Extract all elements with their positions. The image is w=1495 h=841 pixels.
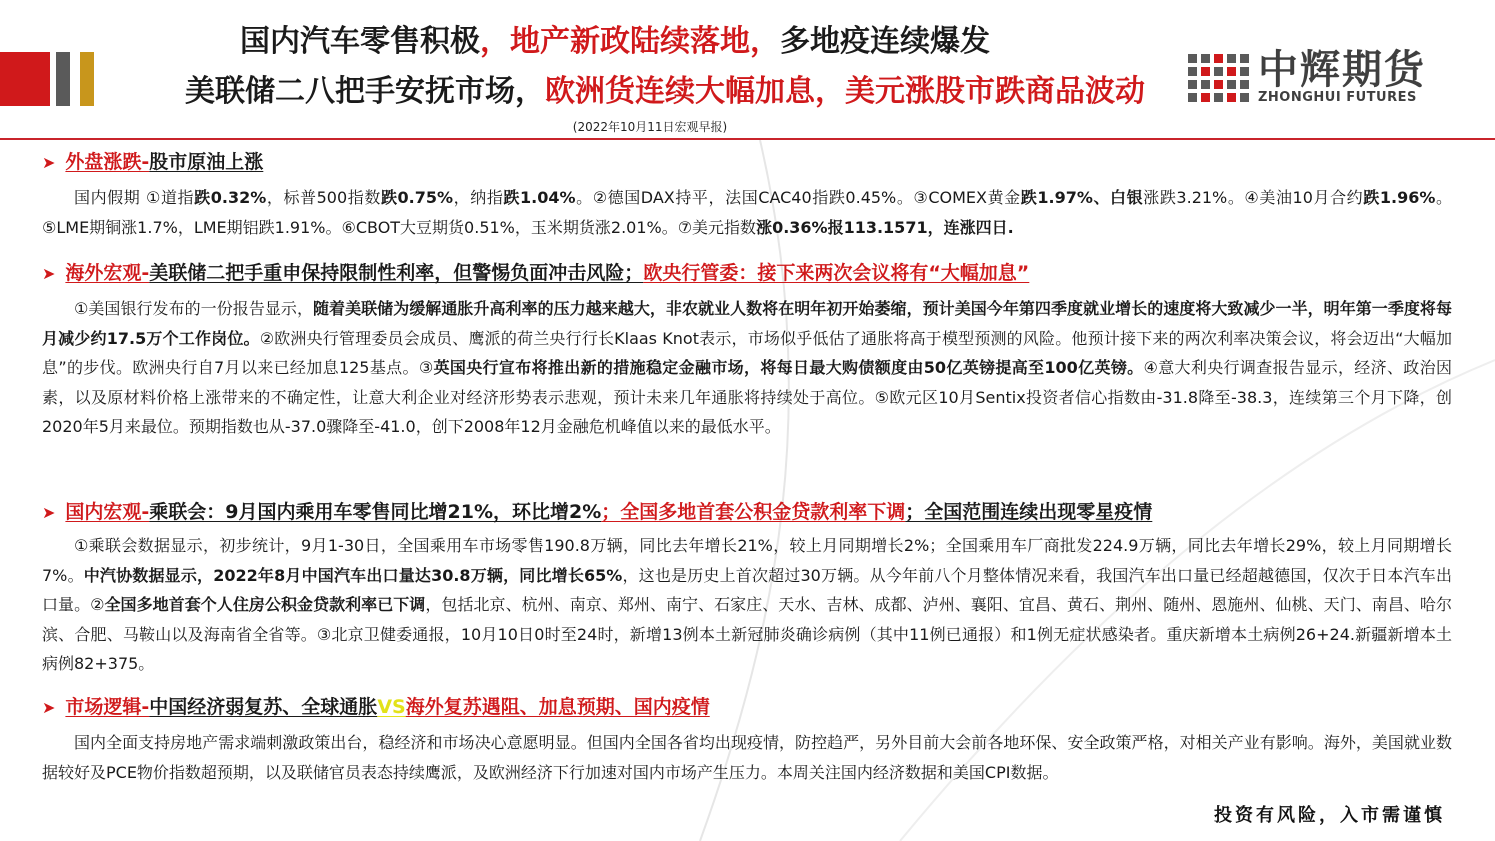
section-paragraph: ①乘联会数据显示，初步统计，9月1-30日，全国乘用车市场零售190.8万辆，同比去年增长21%，较上月同期增长2%；全国乘用车厂商批发224.9万辆，同比去年增长29%，较上月同期增长7%。中汽协数据显示，2022年8月中国汽车出口量达30.8万辆，同比增长65%，这也是历史上首次超过30万辆。从今年前八个月整体情况来看，我国汽车出口量已经超越德国，仅次于日本汽车出口量。②全国多地首套个人住房公积金贷款利率已下调，包括北京、杭州、南京、郑州、南宁、石家庄、天水、吉林、成都、泸州、襄阳、宜昌、黄石、荆州、随州、恩施州、仙桃、天门、南昌、哈尔滨、合肥、马鞍山以及海南省全省等。③北京卫健委通报，10月10日0时至24时，新增13例本土新冠肺炎确诊病例（其中11例已通报）和1例无症状感染者。重庆新增本土病例26+24.新疆新增本土病例82+375。 xyxy=(42,536,1452,673)
logo-chinese-name: 中辉期货 xyxy=(1258,47,1426,93)
section-overseas-macro xyxy=(42,259,1452,442)
section-paragraph: ①美国银行发布的一份报告显示，随着美联储为缓解通胀升高利率的压力越来越大，非农就业人数将在明年初开始萎缩，预计美国今年第四季度就业增长的速度将大致减少一半，明年第一季度将每月减少约17.5万个工作岗位。②欧洲央行管理委员会成员、鹰派的荷兰央行行长Klaas Knot表示，市场似乎低估了通胀将高于模型预测的风险。他预计接下来的两次利率决策会议，将会迈出“大幅加息”的步伐。欧洲央行自7月以来已经加息125基点。③英国央行宣布将推出新的措施稳定金融市场，将每日最大购债额度由50亿英镑提高至100亿英镑。④意大利央行调查报告显示，经济、政治因素，以及原材料价格上涨带来的不确定性，让意大利企业对经济形势表示悲观，预计未来几年通胀将持续处于高位。⑤欧元区10月Sentix投资者信心指数由-31.8降至-38.3，连续第三个月下降，创2020年5月来最位。预期指数也从-37.0骤降至-41.0，创下2008年12月金融危机峰值以来的最低水平。 xyxy=(42,299,1452,436)
headline-1-part-a: 国内汽车零售积极 xyxy=(240,24,480,59)
report-date: (2022年10月11日宏观早报) xyxy=(572,120,728,134)
company-logo xyxy=(1188,48,1448,110)
section-heading xyxy=(42,693,1452,722)
headline-1-part-c: 多地疫连续爆发 xyxy=(780,24,990,59)
heading-label-red-2: 欧央行管委：接下来两次会议将有“大幅加息” xyxy=(643,262,1030,284)
section-heading xyxy=(42,259,1452,288)
headline-2-part-b: 欧洲货连续大幅加息，美元涨股市跌商品波动 xyxy=(545,74,1145,109)
section-paragraph: 国内假期 ①道指跌0.32%，标普500指数跌0.75%，纳指跌1.04%。②德国DAX持平，法国CAC40指跌0.45%。③COMEX黄金跌1.97%、白银涨跌3.21%。④美油10月合约跌1.96%。⑤LME期铜涨1.7%，LME期铝跌1.91%。⑥CBOT大豆期货0.51%，玉米期货涨2.01%。⑦美元指数涨0.36%报113.1571，连涨四日. xyxy=(42,188,1452,237)
report-body xyxy=(0,140,1495,841)
heading-label-black: 中国经济弱复苏、全球通胀 xyxy=(149,696,378,718)
headline-1-part-b: ，地产新政陆续落地， xyxy=(480,24,780,59)
arrow-bullet-icon: ➤ xyxy=(42,503,56,522)
section-domestic-macro xyxy=(42,498,1452,679)
heading-label-black: 乘联会：9月国内乘用车零售同比增21%，环比增2% xyxy=(149,501,602,523)
decorative-bar-red xyxy=(0,52,50,106)
heading-label-black: 美联储二把手重申保持限制性利率，但警惕负面冲击风险； xyxy=(149,262,644,284)
decorative-bar-gray xyxy=(56,52,70,106)
arrow-bullet-icon: ➤ xyxy=(42,153,56,172)
section-paragraph: 国内全面支持房地产需求端刺激政策出台，稳经济和市场决心意愿明显。但国内全国各省均出现疫情，防控趋严，另外目前大会前各地环保、安全政策严格，对相关产业有影响。海外，美国就业数据较好及PCE物价指数超预期，以及联储官员表态持续鹰派，及欧洲经济下行加速对国内市场产生压力。本周关注国内经济数据和美国CPI数据。 xyxy=(42,733,1452,782)
section-heading xyxy=(42,148,1452,177)
headline-2-part-a: 美联储二八把手安抚市场， xyxy=(185,74,545,109)
section-heading xyxy=(42,498,1452,527)
heading-label-red-2: 海外复苏遇阻、加息预期、国内疫情 xyxy=(405,696,710,718)
section-overseas-markets xyxy=(42,148,1452,242)
heading-vs-label: VS xyxy=(377,696,406,718)
arrow-bullet-icon: ➤ xyxy=(42,698,56,717)
heading-label-black: 股市原油上涨 xyxy=(149,151,264,173)
logo-mark-icon xyxy=(1188,54,1250,104)
heading-label-red: 海外宏观- xyxy=(65,262,150,284)
heading-label-black-2: ；全国范围连续出现零星疫情 xyxy=(905,501,1153,523)
heading-label-red: 外盘涨跌- xyxy=(65,151,150,173)
heading-label-red: 国内宏观- xyxy=(65,501,150,523)
heading-label-red-2: ；全国多地首套公积金贷款利率下调 xyxy=(601,501,906,523)
heading-label-red: 市场逻辑- xyxy=(65,696,150,718)
headline-line-2 xyxy=(90,72,1240,112)
headline-line-1 xyxy=(90,22,1140,62)
arrow-bullet-icon: ➤ xyxy=(42,264,56,283)
logo-english-name: ZHONGHUI FUTURES xyxy=(1258,90,1417,105)
risk-disclaimer: 投资有风险，入市需谨慎 xyxy=(1214,805,1445,826)
section-market-logic xyxy=(42,693,1452,787)
report-header xyxy=(0,0,1495,140)
